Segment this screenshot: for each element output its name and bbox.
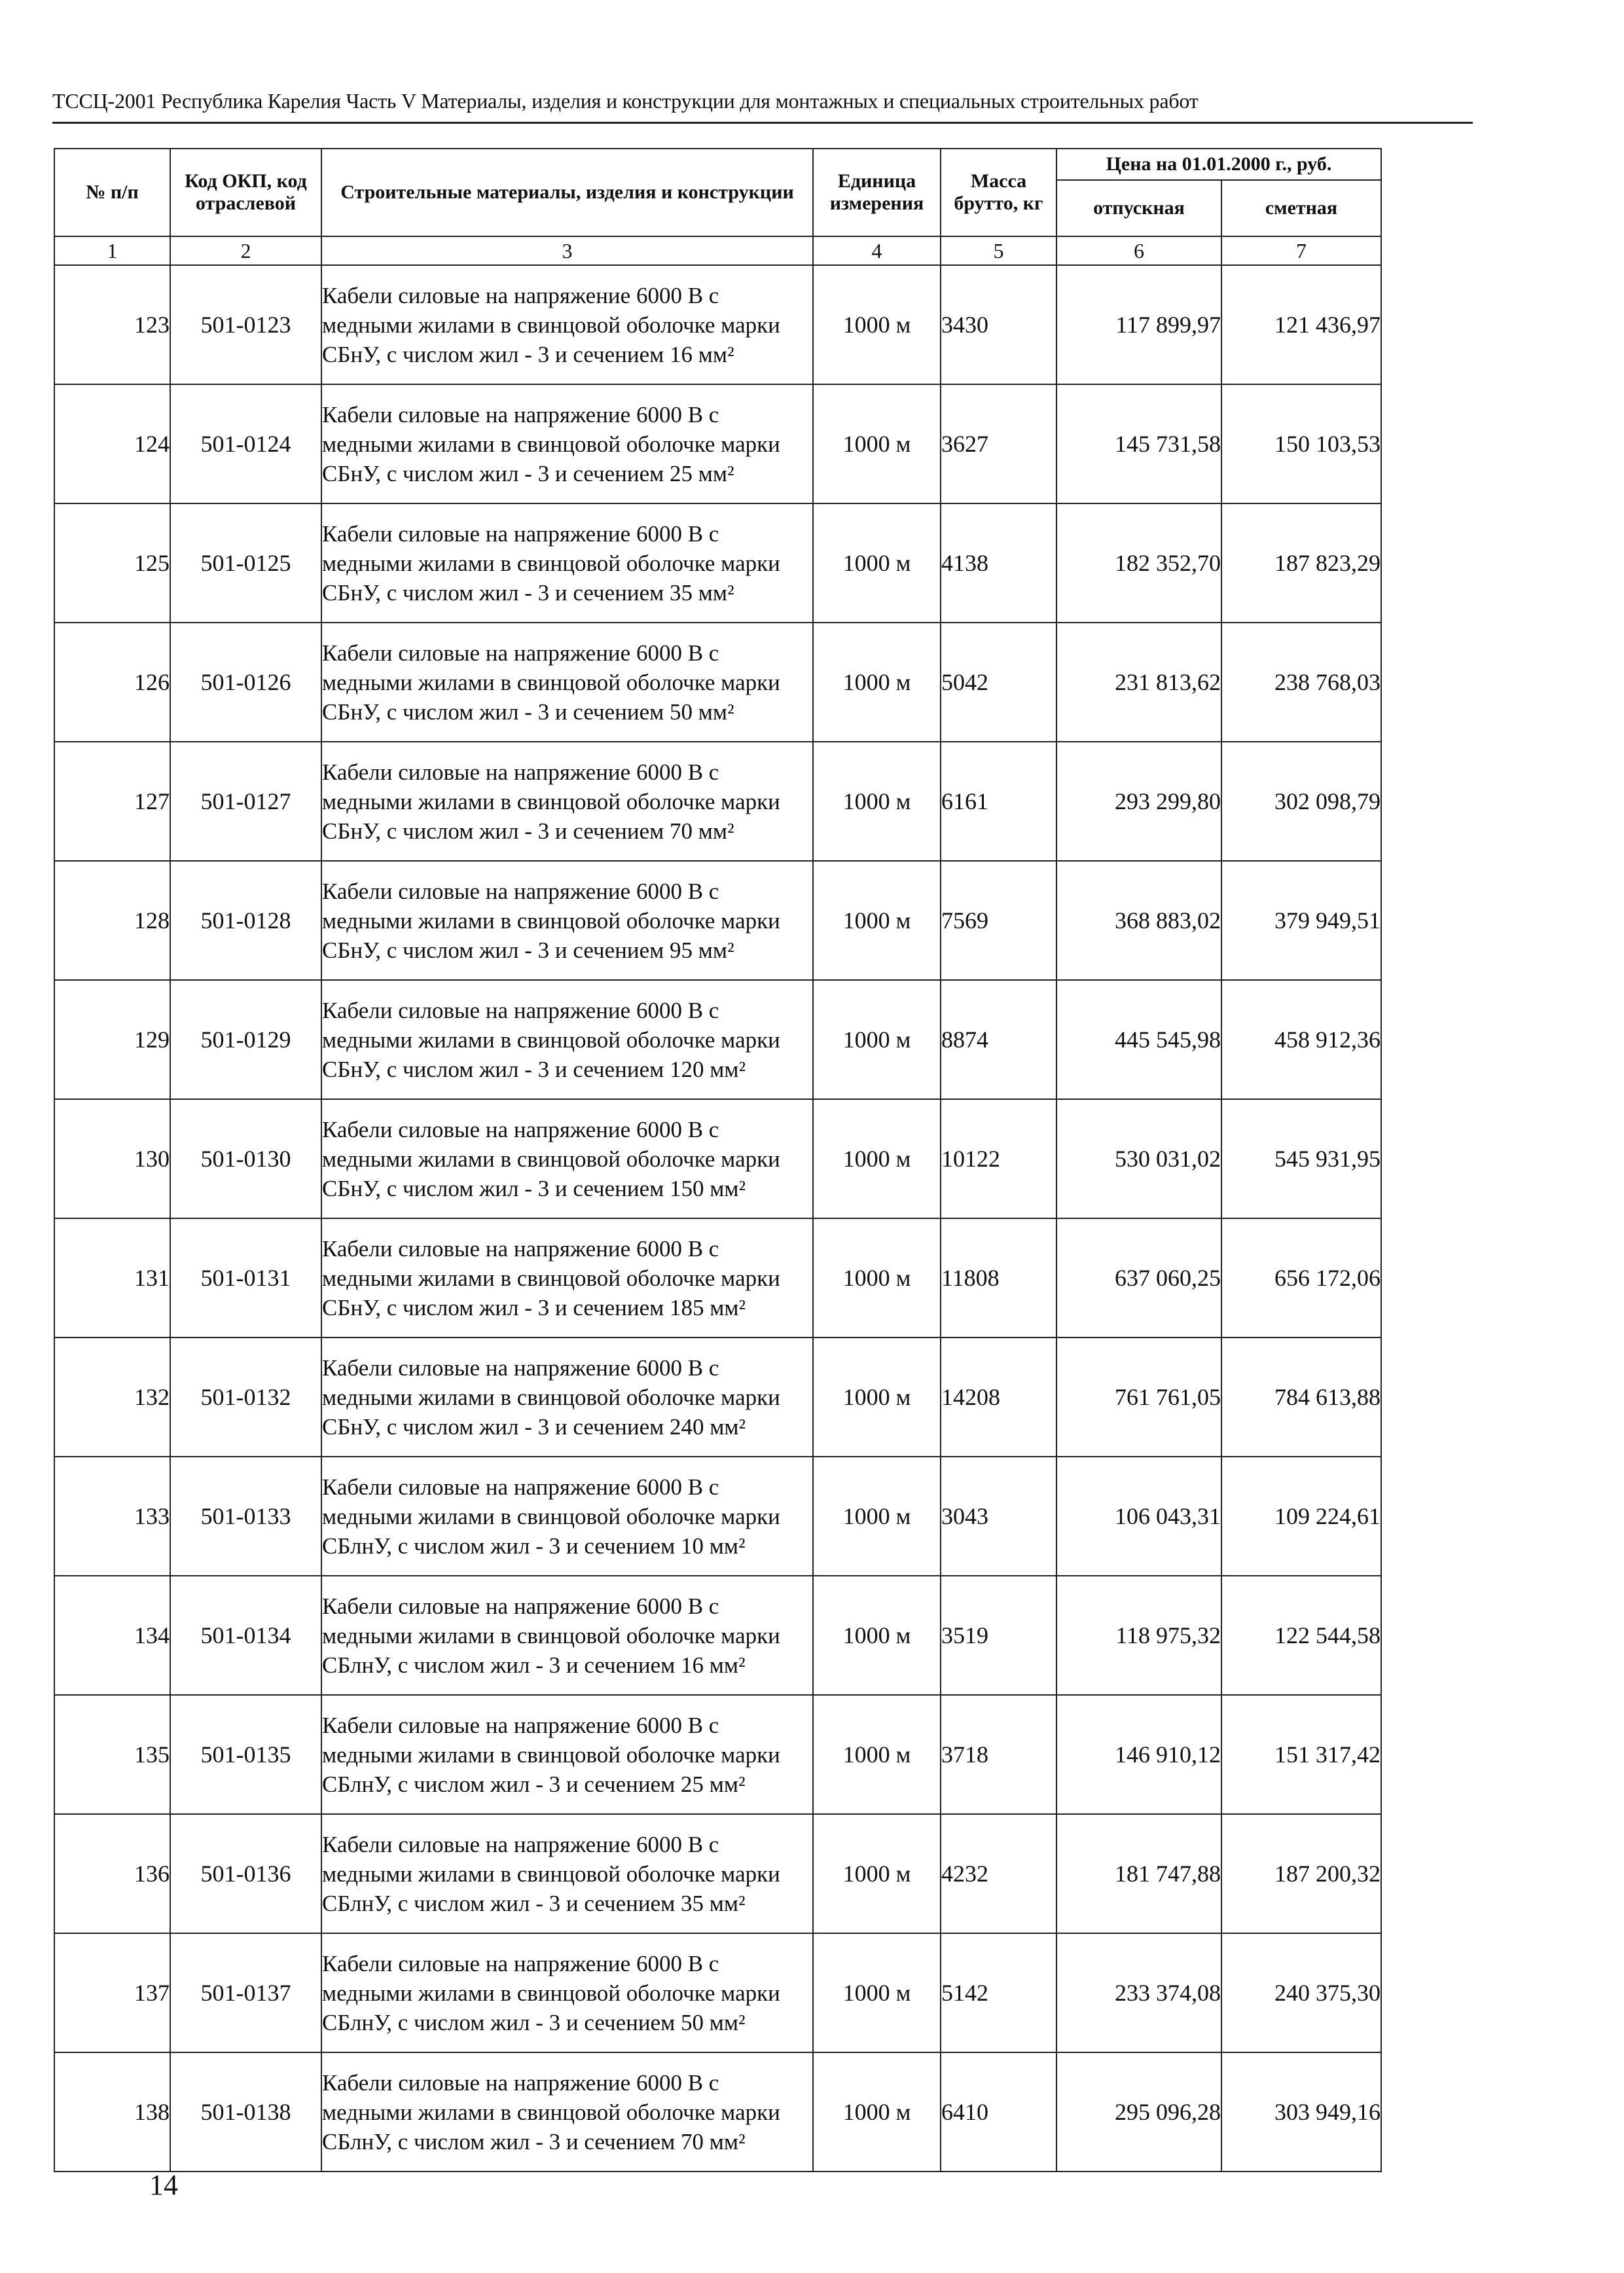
gross-mass: 14208 <box>941 1337 1056 1457</box>
release-price: 637 060,25 <box>1056 1218 1221 1337</box>
row-number: 127 <box>54 742 170 861</box>
col-number: 7 <box>1221 236 1381 265</box>
table-row <box>54 980 1381 1099</box>
unit-of-measure: 1000 м <box>813 503 941 623</box>
col-number: 1 <box>54 236 170 265</box>
row-number: 130 <box>54 1099 170 1218</box>
gross-mass: 6410 <box>941 2052 1056 2172</box>
item-code: 501-0126 <box>170 623 321 742</box>
table-row <box>54 1337 1381 1457</box>
row-number: 123 <box>54 265 170 384</box>
item-code: 501-0132 <box>170 1337 321 1457</box>
unit-of-measure: 1000 м <box>813 1695 941 1814</box>
item-code: 501-0133 <box>170 1457 321 1576</box>
table-row <box>54 742 1381 861</box>
estimate-price: 122 544,58 <box>1221 1576 1381 1695</box>
estimate-price: 109 224,61 <box>1221 1457 1381 1576</box>
col-number: 4 <box>813 236 941 265</box>
item-description: Кабели силовые на напряжение 6000 В с медными жилами в свинцовой оболочке марки СБнУ, с числом жил - 3 и сечением 50 мм² <box>321 623 813 742</box>
row-number: 133 <box>54 1457 170 1576</box>
gross-mass: 3430 <box>941 265 1056 384</box>
unit-of-measure: 1000 м <box>813 861 941 980</box>
release-price: 106 043,31 <box>1056 1457 1221 1576</box>
item-description: Кабели силовые на напряжение 6000 В с медными жилами в свинцовой оболочке марки СБлнУ, с числом жил - 3 и сечением 10 мм² <box>321 1457 813 1576</box>
col-header-price-estimate: сметная <box>1221 180 1381 236</box>
estimate-price: 302 098,79 <box>1221 742 1381 861</box>
release-price: 445 545,98 <box>1056 980 1221 1099</box>
gross-mass: 6161 <box>941 742 1056 861</box>
table-row <box>54 1933 1381 2052</box>
estimate-price: 656 172,06 <box>1221 1218 1381 1337</box>
gross-mass: 3627 <box>941 384 1056 503</box>
release-price: 145 731,58 <box>1056 384 1221 503</box>
col-number: 5 <box>941 236 1056 265</box>
table-row <box>54 1814 1381 1933</box>
item-description: Кабели силовые на напряжение 6000 В с медными жилами в свинцовой оболочке марки СБнУ, с числом жил - 3 и сечением 70 мм² <box>321 742 813 861</box>
row-number: 132 <box>54 1337 170 1457</box>
item-code: 501-0123 <box>170 265 321 384</box>
estimate-price: 545 931,95 <box>1221 1099 1381 1218</box>
gross-mass: 5142 <box>941 1933 1056 2052</box>
item-description: Кабели силовые на напряжение 6000 В с медными жилами в свинцовой оболочке марки СБнУ, с числом жил - 3 и сечением 185 мм² <box>321 1218 813 1337</box>
item-code: 501-0131 <box>170 1218 321 1337</box>
estimate-price: 784 613,88 <box>1221 1337 1381 1457</box>
estimate-price: 121 436,97 <box>1221 265 1381 384</box>
gross-mass: 7569 <box>941 861 1056 980</box>
release-price: 117 899,97 <box>1056 265 1221 384</box>
row-number: 124 <box>54 384 170 503</box>
release-price: 231 813,62 <box>1056 623 1221 742</box>
estimate-price: 238 768,03 <box>1221 623 1381 742</box>
row-number: 129 <box>54 980 170 1099</box>
item-description: Кабели силовые на напряжение 6000 В с медными жилами в свинцовой оболочке марки СБлнУ, с числом жил - 3 и сечением 25 мм² <box>321 1695 813 1814</box>
item-description: Кабели силовые на напряжение 6000 В с медными жилами в свинцовой оболочке марки СБлнУ, с числом жил - 3 и сечением 16 мм² <box>321 1576 813 1695</box>
item-code: 501-0138 <box>170 2052 321 2172</box>
table-row <box>54 861 1381 980</box>
col-header-num: № п/п <box>54 149 170 236</box>
page-number: 14 <box>149 2169 178 2201</box>
unit-of-measure: 1000 м <box>813 384 941 503</box>
item-description: Кабели силовые на напряжение 6000 В с медными жилами в свинцовой оболочке марки СБлнУ, с числом жил - 3 и сечением 35 мм² <box>321 1814 813 1933</box>
unit-of-measure: 1000 м <box>813 623 941 742</box>
item-code: 501-0127 <box>170 742 321 861</box>
estimate-price: 150 103,53 <box>1221 384 1381 503</box>
release-price: 293 299,80 <box>1056 742 1221 861</box>
row-number: 128 <box>54 861 170 980</box>
unit-of-measure: 1000 м <box>813 1457 941 1576</box>
table-row <box>54 265 1381 384</box>
release-price: 146 910,12 <box>1056 1695 1221 1814</box>
item-description: Кабели силовые на напряжение 6000 В с медными жилами в свинцовой оболочке марки СБнУ, с числом жил - 3 и сечением 95 мм² <box>321 861 813 980</box>
col-header-price-release: отпускная <box>1056 180 1221 236</box>
unit-of-measure: 1000 м <box>813 742 941 861</box>
unit-of-measure: 1000 м <box>813 2052 941 2172</box>
item-description: Кабели силовые на напряжение 6000 В с медными жилами в свинцовой оболочке марки СБлнУ, с числом жил - 3 и сечением 70 мм² <box>321 2052 813 2172</box>
item-code: 501-0135 <box>170 1695 321 1814</box>
estimate-price: 187 823,29 <box>1221 503 1381 623</box>
gross-mass: 10122 <box>941 1099 1056 1218</box>
gross-mass: 3718 <box>941 1695 1056 1814</box>
gross-mass: 5042 <box>941 623 1056 742</box>
table-row <box>54 623 1381 742</box>
price-table <box>54 148 1382 2172</box>
item-description: Кабели силовые на напряжение 6000 В с медными жилами в свинцовой оболочке марки СБнУ, с числом жил - 3 и сечением 120 мм² <box>321 980 813 1099</box>
item-code: 501-0130 <box>170 1099 321 1218</box>
release-price: 761 761,05 <box>1056 1337 1221 1457</box>
row-number: 137 <box>54 1933 170 2052</box>
unit-of-measure: 1000 м <box>813 265 941 384</box>
document-header: ТССЦ-2001 Республика Карелия Часть V Материалы, изделия и конструкции для монтажных и специальных строительных работ <box>52 89 1199 113</box>
item-description: Кабели силовые на напряжение 6000 В с медными жилами в свинцовой оболочке марки СБнУ, с числом жил - 3 и сечением 25 мм² <box>321 384 813 503</box>
estimate-price: 458 912,36 <box>1221 980 1381 1099</box>
row-number: 126 <box>54 623 170 742</box>
estimate-price: 187 200,32 <box>1221 1814 1381 1933</box>
table-row <box>54 503 1381 623</box>
unit-of-measure: 1000 м <box>813 1218 941 1337</box>
item-code: 501-0129 <box>170 980 321 1099</box>
col-header-mass: Масса брутто, кг <box>941 149 1056 236</box>
row-number: 134 <box>54 1576 170 1695</box>
row-number: 138 <box>54 2052 170 2172</box>
release-price: 118 975,32 <box>1056 1576 1221 1695</box>
col-header-name: Строительные материалы, изделия и конструкции <box>321 149 813 236</box>
release-price: 233 374,08 <box>1056 1933 1221 2052</box>
gross-mass: 4138 <box>941 503 1056 623</box>
table-row <box>54 1576 1381 1695</box>
table-row <box>54 384 1381 503</box>
row-number: 135 <box>54 1695 170 1814</box>
item-code: 501-0128 <box>170 861 321 980</box>
row-number: 125 <box>54 503 170 623</box>
item-code: 501-0125 <box>170 503 321 623</box>
item-description: Кабели силовые на напряжение 6000 В с медными жилами в свинцовой оболочке марки СБнУ, с числом жил - 3 и сечением 35 мм² <box>321 503 813 623</box>
row-number: 131 <box>54 1218 170 1337</box>
release-price: 530 031,02 <box>1056 1099 1221 1218</box>
item-description: Кабели силовые на напряжение 6000 В с медными жилами в свинцовой оболочке марки СБлнУ, с числом жил - 3 и сечением 50 мм² <box>321 1933 813 2052</box>
gross-mass: 8874 <box>941 980 1056 1099</box>
header-rule <box>52 122 1473 124</box>
item-code: 501-0136 <box>170 1814 321 1933</box>
row-number: 136 <box>54 1814 170 1933</box>
release-price: 182 352,70 <box>1056 503 1221 623</box>
estimate-price: 240 375,30 <box>1221 1933 1381 2052</box>
col-number: 3 <box>321 236 813 265</box>
gross-mass: 3519 <box>941 1576 1056 1695</box>
unit-of-measure: 1000 м <box>813 1099 941 1218</box>
table-row <box>54 1695 1381 1814</box>
estimate-price: 303 949,16 <box>1221 2052 1381 2172</box>
col-number: 6 <box>1056 236 1221 265</box>
estimate-price: 379 949,51 <box>1221 861 1381 980</box>
unit-of-measure: 1000 м <box>813 980 941 1099</box>
gross-mass: 4232 <box>941 1814 1056 1933</box>
col-header-price-group: Цена на 01.01.2000 г., руб. <box>1056 149 1381 180</box>
item-code: 501-0137 <box>170 1933 321 2052</box>
release-price: 181 747,88 <box>1056 1814 1221 1933</box>
unit-of-measure: 1000 м <box>813 1814 941 1933</box>
item-description: Кабели силовые на напряжение 6000 В с медными жилами в свинцовой оболочке марки СБнУ, с числом жил - 3 и сечением 240 мм² <box>321 1337 813 1457</box>
table-row <box>54 1099 1381 1218</box>
item-code: 501-0134 <box>170 1576 321 1695</box>
release-price: 368 883,02 <box>1056 861 1221 980</box>
col-header-unit: Единица измерения <box>813 149 941 236</box>
col-header-code: Код ОКП, код отраслевой <box>170 149 321 236</box>
table-row <box>54 1218 1381 1337</box>
unit-of-measure: 1000 м <box>813 1933 941 2052</box>
unit-of-measure: 1000 м <box>813 1337 941 1457</box>
table-row <box>54 2052 1381 2172</box>
gross-mass: 3043 <box>941 1457 1056 1576</box>
col-number: 2 <box>170 236 321 265</box>
estimate-price: 151 317,42 <box>1221 1695 1381 1814</box>
unit-of-measure: 1000 м <box>813 1576 941 1695</box>
gross-mass: 11808 <box>941 1218 1056 1337</box>
release-price: 295 096,28 <box>1056 2052 1221 2172</box>
item-description: Кабели силовые на напряжение 6000 В с медными жилами в свинцовой оболочке марки СБнУ, с числом жил - 3 и сечением 16 мм² <box>321 265 813 384</box>
item-description: Кабели силовые на напряжение 6000 В с медными жилами в свинцовой оболочке марки СБнУ, с числом жил - 3 и сечением 150 мм² <box>321 1099 813 1218</box>
item-code: 501-0124 <box>170 384 321 503</box>
table-row <box>54 1457 1381 1576</box>
